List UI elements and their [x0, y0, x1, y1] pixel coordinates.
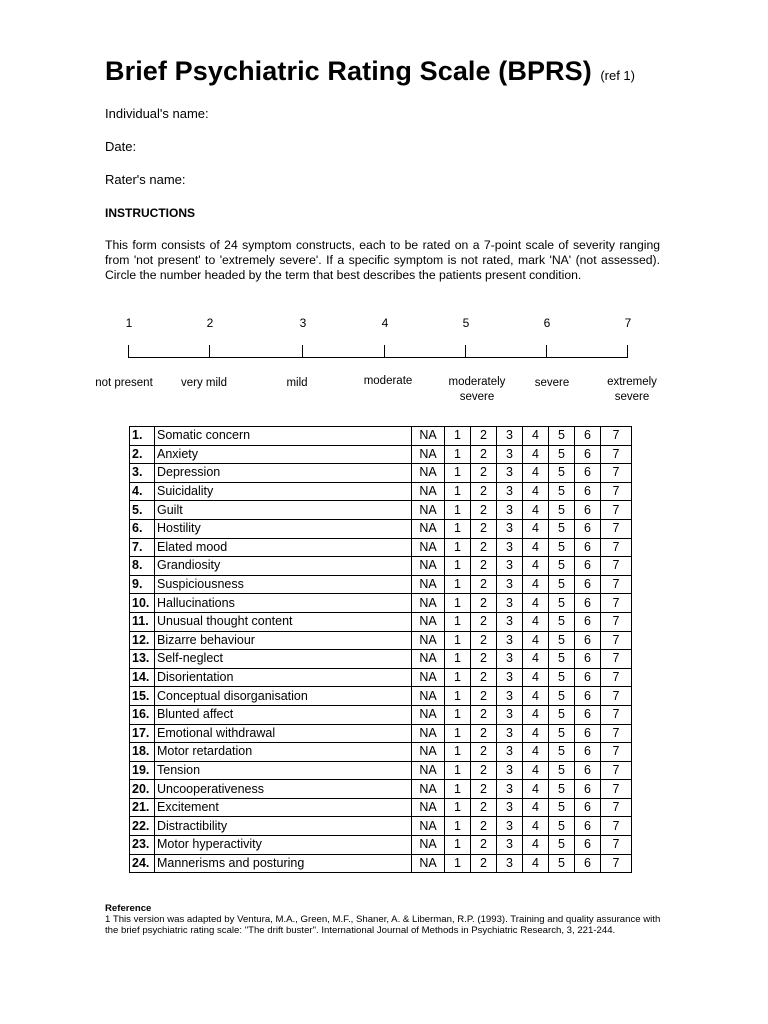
- symptom-name: Motor retardation: [155, 743, 412, 762]
- na-option[interactable]: NA: [412, 594, 445, 613]
- score-option[interactable]: 5: [549, 557, 575, 576]
- score-option[interactable]: 4: [523, 798, 549, 817]
- score-option[interactable]: 3: [497, 687, 523, 706]
- score-option[interactable]: 7: [601, 612, 632, 631]
- table-row: [130, 538, 632, 557]
- score-option[interactable]: 4: [523, 612, 549, 631]
- symptom-name: Tension: [155, 761, 412, 780]
- scale-number: 3: [299, 316, 307, 330]
- table-row: [130, 631, 632, 650]
- symptom-name: Distractibility: [155, 817, 412, 836]
- rater-name-label: Rater's name:: [105, 172, 186, 187]
- na-option[interactable]: NA: [412, 743, 445, 762]
- score-option[interactable]: 5: [549, 594, 575, 613]
- score-option[interactable]: 1: [445, 687, 471, 706]
- score-option[interactable]: 4: [523, 594, 549, 613]
- na-option[interactable]: NA: [412, 482, 445, 501]
- score-option[interactable]: 4: [523, 519, 549, 538]
- item-number: 7.: [130, 538, 155, 557]
- score-option[interactable]: 7: [601, 594, 632, 613]
- na-option[interactable]: NA: [412, 538, 445, 557]
- score-option[interactable]: 3: [497, 817, 523, 836]
- score-option[interactable]: 5: [549, 612, 575, 631]
- score-option[interactable]: 6: [575, 650, 601, 669]
- score-option[interactable]: 7: [601, 519, 632, 538]
- score-option[interactable]: 6: [575, 668, 601, 687]
- score-option[interactable]: 2: [471, 836, 497, 855]
- na-option[interactable]: NA: [412, 687, 445, 706]
- table-row: [130, 761, 632, 780]
- rating-table: [129, 426, 632, 873]
- score-option[interactable]: 3: [497, 538, 523, 557]
- table-row: [130, 798, 632, 817]
- score-option[interactable]: 3: [497, 705, 523, 724]
- score-option[interactable]: 3: [497, 743, 523, 762]
- scale-tick: [627, 345, 628, 358]
- score-option[interactable]: 5: [549, 817, 575, 836]
- scale-number: 2: [206, 316, 214, 330]
- symptom-name: Unusual thought content: [155, 612, 412, 631]
- score-option[interactable]: 5: [549, 445, 575, 464]
- score-option[interactable]: 1: [445, 557, 471, 576]
- score-option[interactable]: 3: [497, 836, 523, 855]
- symptom-name: Emotional withdrawal: [155, 724, 412, 743]
- scale-label: very mild: [180, 377, 227, 389]
- score-option[interactable]: 6: [575, 464, 601, 483]
- score-option[interactable]: 5: [549, 798, 575, 817]
- na-option[interactable]: NA: [412, 519, 445, 538]
- score-option[interactable]: 6: [575, 594, 601, 613]
- score-option[interactable]: 5: [549, 575, 575, 594]
- score-option[interactable]: 6: [575, 780, 601, 799]
- score-option[interactable]: 7: [601, 705, 632, 724]
- scale-tick: [465, 345, 466, 358]
- score-option[interactable]: 1: [445, 836, 471, 855]
- scale-tick: [302, 345, 303, 358]
- score-option[interactable]: 7: [601, 798, 632, 817]
- symptom-name: Hostility: [155, 519, 412, 538]
- scale-label: mild: [286, 377, 308, 389]
- score-option[interactable]: 3: [497, 445, 523, 464]
- scale-number: 5: [462, 316, 470, 330]
- reference-section: [105, 903, 661, 936]
- score-option[interactable]: 5: [549, 780, 575, 799]
- score-option[interactable]: 6: [575, 724, 601, 743]
- reference-text: 1 This version was adapted by Ventura, M.A., Green, M.F., Shaner, A. & Liberman, R.P. (1993). Training and quality assurance with the brief psychiatric rating scale: "The drift buster". International Journal of Methods in Psychiatric Research, 3, 221-244.: [105, 914, 661, 936]
- score-option[interactable]: 2: [471, 501, 497, 520]
- symptom-name: Excitement: [155, 798, 412, 817]
- symptom-name: Conceptual disorganisation: [155, 687, 412, 706]
- score-option[interactable]: 6: [575, 836, 601, 855]
- score-option[interactable]: 3: [497, 798, 523, 817]
- date-label: Date:: [105, 139, 137, 154]
- scale-tick: [209, 345, 210, 358]
- score-option[interactable]: 7: [601, 743, 632, 762]
- score-option[interactable]: 3: [497, 612, 523, 631]
- score-option[interactable]: 2: [471, 575, 497, 594]
- score-option[interactable]: 3: [497, 464, 523, 483]
- score-option[interactable]: 1: [445, 427, 471, 446]
- score-option[interactable]: 2: [471, 854, 497, 873]
- score-option[interactable]: 3: [497, 724, 523, 743]
- score-option[interactable]: 3: [497, 557, 523, 576]
- symptom-name: Grandiosity: [155, 557, 412, 576]
- score-option[interactable]: 7: [601, 817, 632, 836]
- score-option[interactable]: 5: [549, 631, 575, 650]
- scale-tick: [384, 345, 385, 358]
- na-option[interactable]: NA: [412, 427, 445, 446]
- score-option[interactable]: 4: [523, 836, 549, 855]
- score-option[interactable]: 7: [601, 780, 632, 799]
- scale-label: extremely severe: [607, 376, 657, 403]
- score-option[interactable]: 1: [445, 798, 471, 817]
- scale-tick: [128, 345, 129, 358]
- score-option[interactable]: 3: [497, 761, 523, 780]
- score-option[interactable]: 2: [471, 705, 497, 724]
- instructions-heading: INSTRUCTIONS: [105, 206, 195, 220]
- score-option[interactable]: 2: [471, 650, 497, 669]
- score-option[interactable]: 7: [601, 854, 632, 873]
- score-option[interactable]: 4: [523, 631, 549, 650]
- score-option[interactable]: 3: [497, 668, 523, 687]
- na-option[interactable]: NA: [412, 650, 445, 669]
- scale-tick: [546, 345, 547, 358]
- score-option[interactable]: 3: [497, 854, 523, 873]
- item-number: 21.: [130, 798, 155, 817]
- table-row: [130, 519, 632, 538]
- score-option[interactable]: 1: [445, 538, 471, 557]
- score-option[interactable]: 5: [549, 668, 575, 687]
- score-option[interactable]: 3: [497, 501, 523, 520]
- score-option[interactable]: 2: [471, 668, 497, 687]
- score-option[interactable]: 4: [523, 482, 549, 501]
- score-option[interactable]: 7: [601, 650, 632, 669]
- table-row: [130, 687, 632, 706]
- score-option[interactable]: 2: [471, 817, 497, 836]
- score-option[interactable]: 4: [523, 687, 549, 706]
- score-option[interactable]: 5: [549, 501, 575, 520]
- score-option[interactable]: 2: [471, 538, 497, 557]
- na-option[interactable]: NA: [412, 501, 445, 520]
- score-option[interactable]: 1: [445, 780, 471, 799]
- score-option[interactable]: 6: [575, 538, 601, 557]
- score-option[interactable]: 7: [601, 538, 632, 557]
- score-option[interactable]: 5: [549, 687, 575, 706]
- na-option[interactable]: NA: [412, 445, 445, 464]
- item-number: 2.: [130, 445, 155, 464]
- item-number: 19.: [130, 761, 155, 780]
- table-row: [130, 854, 632, 873]
- table-row: [130, 780, 632, 799]
- score-option[interactable]: 5: [549, 705, 575, 724]
- symptom-name: Anxiety: [155, 445, 412, 464]
- score-option[interactable]: 1: [445, 668, 471, 687]
- symptom-name: Hallucinations: [155, 594, 412, 613]
- title-main: Brief Psychiatric Rating Scale (BPRS): [105, 56, 592, 86]
- score-option[interactable]: 1: [445, 464, 471, 483]
- score-option[interactable]: 7: [601, 464, 632, 483]
- score-option[interactable]: 7: [601, 724, 632, 743]
- item-number: 5.: [130, 501, 155, 520]
- item-number: 16.: [130, 705, 155, 724]
- table-row: [130, 724, 632, 743]
- item-number: 10.: [130, 594, 155, 613]
- score-option[interactable]: 4: [523, 668, 549, 687]
- na-option[interactable]: NA: [412, 836, 445, 855]
- item-number: 12.: [130, 631, 155, 650]
- score-option[interactable]: 1: [445, 482, 471, 501]
- scale-label: moderate: [363, 375, 413, 387]
- score-option[interactable]: 2: [471, 445, 497, 464]
- table-row: [130, 705, 632, 724]
- score-option[interactable]: 5: [549, 538, 575, 557]
- score-option[interactable]: 5: [549, 854, 575, 873]
- scale-number: 4: [381, 316, 389, 330]
- item-number: 4.: [130, 482, 155, 501]
- symptom-name: Uncooperativeness: [155, 780, 412, 799]
- score-option[interactable]: 6: [575, 427, 601, 446]
- score-option[interactable]: 6: [575, 743, 601, 762]
- score-option[interactable]: 4: [523, 427, 549, 446]
- item-number: 23.: [130, 836, 155, 855]
- score-option[interactable]: 6: [575, 557, 601, 576]
- score-option[interactable]: 6: [575, 519, 601, 538]
- score-option[interactable]: 3: [497, 650, 523, 669]
- score-option[interactable]: 4: [523, 575, 549, 594]
- symptom-name: Mannerisms and posturing: [155, 854, 412, 873]
- symptom-name: Somatic concern: [155, 427, 412, 446]
- table-row: [130, 668, 632, 687]
- symptom-name: Suicidality: [155, 482, 412, 501]
- score-option[interactable]: 2: [471, 464, 497, 483]
- score-option[interactable]: 2: [471, 427, 497, 446]
- score-option[interactable]: 4: [523, 650, 549, 669]
- scale-label: moderately severe: [448, 376, 506, 403]
- score-option[interactable]: 7: [601, 836, 632, 855]
- score-option[interactable]: 2: [471, 724, 497, 743]
- scale-label: not present: [95, 377, 153, 389]
- table-row: [130, 612, 632, 631]
- individual-name-label: Individual's name:: [105, 106, 209, 121]
- score-option[interactable]: 5: [549, 519, 575, 538]
- score-option[interactable]: 1: [445, 650, 471, 669]
- item-number: 3.: [130, 464, 155, 483]
- score-option[interactable]: 7: [601, 557, 632, 576]
- na-option[interactable]: NA: [412, 631, 445, 650]
- score-option[interactable]: 7: [601, 445, 632, 464]
- score-option[interactable]: 7: [601, 668, 632, 687]
- table-row: [130, 464, 632, 483]
- score-option[interactable]: 4: [523, 780, 549, 799]
- score-option[interactable]: 5: [549, 650, 575, 669]
- score-option[interactable]: 5: [549, 743, 575, 762]
- na-option[interactable]: NA: [412, 761, 445, 780]
- score-option[interactable]: 2: [471, 780, 497, 799]
- score-option[interactable]: 2: [471, 761, 497, 780]
- table-row: [130, 817, 632, 836]
- score-option[interactable]: 2: [471, 743, 497, 762]
- score-option[interactable]: 7: [601, 427, 632, 446]
- na-option[interactable]: NA: [412, 817, 445, 836]
- score-option[interactable]: 2: [471, 687, 497, 706]
- score-option[interactable]: 3: [497, 631, 523, 650]
- score-option[interactable]: 1: [445, 519, 471, 538]
- symptom-name: Guilt: [155, 501, 412, 520]
- score-option[interactable]: 5: [549, 427, 575, 446]
- score-option[interactable]: 2: [471, 557, 497, 576]
- score-option[interactable]: 6: [575, 687, 601, 706]
- item-number: 9.: [130, 575, 155, 594]
- score-option[interactable]: 6: [575, 482, 601, 501]
- symptom-name: Self-neglect: [155, 650, 412, 669]
- na-option[interactable]: NA: [412, 612, 445, 631]
- symptom-name: Depression: [155, 464, 412, 483]
- score-option[interactable]: 2: [471, 594, 497, 613]
- score-option[interactable]: 5: [549, 482, 575, 501]
- table-row: [130, 594, 632, 613]
- item-number: 8.: [130, 557, 155, 576]
- score-option[interactable]: 4: [523, 724, 549, 743]
- score-option[interactable]: 7: [601, 575, 632, 594]
- score-option[interactable]: 3: [497, 482, 523, 501]
- score-option[interactable]: 2: [471, 612, 497, 631]
- score-option[interactable]: 5: [549, 836, 575, 855]
- score-option[interactable]: 4: [523, 817, 549, 836]
- table-row: [130, 445, 632, 464]
- symptom-name: Motor hyperactivity: [155, 836, 412, 855]
- score-option[interactable]: 6: [575, 612, 601, 631]
- score-option[interactable]: 5: [549, 761, 575, 780]
- score-option[interactable]: 3: [497, 780, 523, 799]
- score-option[interactable]: 1: [445, 594, 471, 613]
- score-option[interactable]: 2: [471, 631, 497, 650]
- item-number: 1.: [130, 427, 155, 446]
- score-option[interactable]: 4: [523, 854, 549, 873]
- score-option[interactable]: 4: [523, 761, 549, 780]
- item-number: 17.: [130, 724, 155, 743]
- score-option[interactable]: 2: [471, 482, 497, 501]
- table-row: [130, 427, 632, 446]
- score-option[interactable]: 4: [523, 705, 549, 724]
- score-option[interactable]: 6: [575, 445, 601, 464]
- table-row: [130, 836, 632, 855]
- score-option[interactable]: 7: [601, 687, 632, 706]
- score-option[interactable]: 3: [497, 594, 523, 613]
- score-option[interactable]: 7: [601, 501, 632, 520]
- score-option[interactable]: 3: [497, 427, 523, 446]
- score-option[interactable]: 4: [523, 743, 549, 762]
- item-number: 15.: [130, 687, 155, 706]
- item-number: 6.: [130, 519, 155, 538]
- score-option[interactable]: 7: [601, 761, 632, 780]
- score-option[interactable]: 4: [523, 464, 549, 483]
- reference-heading: Reference: [105, 903, 152, 914]
- item-number: 22.: [130, 817, 155, 836]
- score-option[interactable]: 6: [575, 854, 601, 873]
- symptom-name: Blunted affect: [155, 705, 412, 724]
- score-option[interactable]: 2: [471, 519, 497, 538]
- item-number: 18.: [130, 743, 155, 762]
- scale-number: 7: [624, 316, 632, 330]
- symptom-name: Bizarre behaviour: [155, 631, 412, 650]
- item-number: 11.: [130, 612, 155, 631]
- score-option[interactable]: 6: [575, 798, 601, 817]
- na-option[interactable]: NA: [412, 798, 445, 817]
- score-option[interactable]: 1: [445, 724, 471, 743]
- na-option[interactable]: NA: [412, 724, 445, 743]
- table-row: [130, 575, 632, 594]
- score-option[interactable]: 1: [445, 631, 471, 650]
- score-option[interactable]: 7: [601, 631, 632, 650]
- table-row: [130, 501, 632, 520]
- score-option[interactable]: 4: [523, 538, 549, 557]
- score-option[interactable]: 3: [497, 575, 523, 594]
- scale-axis-line: [128, 357, 628, 358]
- score-option[interactable]: 1: [445, 705, 471, 724]
- na-option[interactable]: NA: [412, 854, 445, 873]
- score-option[interactable]: 6: [575, 575, 601, 594]
- instructions-text: This form consists of 24 symptom constructs, each to be rated on a 7-point scale of severity ranging from 'not present' to 'extremely severe'. If a specific symptom is not rated, mark 'NA' (not assessed). Circle the number headed by the term that best describes the patients present condition.: [105, 238, 660, 282]
- item-number: 13.: [130, 650, 155, 669]
- score-option[interactable]: 4: [523, 501, 549, 520]
- na-option[interactable]: NA: [412, 575, 445, 594]
- score-option[interactable]: 6: [575, 631, 601, 650]
- page-title: [105, 56, 635, 87]
- score-option[interactable]: 1: [445, 612, 471, 631]
- item-number: 14.: [130, 668, 155, 687]
- symptom-name: Suspiciousness: [155, 575, 412, 594]
- scale-label: severe: [534, 377, 570, 389]
- score-option[interactable]: 2: [471, 798, 497, 817]
- score-option[interactable]: 6: [575, 705, 601, 724]
- na-option[interactable]: NA: [412, 557, 445, 576]
- table-row: [130, 743, 632, 762]
- symptom-name: Elated mood: [155, 538, 412, 557]
- na-option[interactable]: NA: [412, 464, 445, 483]
- scale-number: 1: [125, 316, 133, 330]
- score-option[interactable]: 4: [523, 557, 549, 576]
- na-option[interactable]: NA: [412, 780, 445, 799]
- score-option[interactable]: 5: [549, 464, 575, 483]
- score-option[interactable]: 1: [445, 854, 471, 873]
- title-ref: (ref 1): [600, 68, 635, 83]
- score-option[interactable]: 3: [497, 519, 523, 538]
- table-row: [130, 482, 632, 501]
- item-number: 20.: [130, 780, 155, 799]
- na-option[interactable]: NA: [412, 705, 445, 724]
- score-option[interactable]: 1: [445, 817, 471, 836]
- score-option[interactable]: 1: [445, 445, 471, 464]
- score-option[interactable]: 1: [445, 501, 471, 520]
- score-option[interactable]: 1: [445, 575, 471, 594]
- scale-number: 6: [543, 316, 551, 330]
- score-option[interactable]: 6: [575, 761, 601, 780]
- score-option[interactable]: 5: [549, 724, 575, 743]
- score-option[interactable]: 1: [445, 761, 471, 780]
- score-option[interactable]: 6: [575, 817, 601, 836]
- score-option[interactable]: 4: [523, 445, 549, 464]
- symptom-name: Disorientation: [155, 668, 412, 687]
- table-row: [130, 557, 632, 576]
- na-option[interactable]: NA: [412, 668, 445, 687]
- item-number: 24.: [130, 854, 155, 873]
- score-option[interactable]: 6: [575, 501, 601, 520]
- score-option[interactable]: 7: [601, 482, 632, 501]
- score-option[interactable]: 1: [445, 743, 471, 762]
- table-row: [130, 650, 632, 669]
